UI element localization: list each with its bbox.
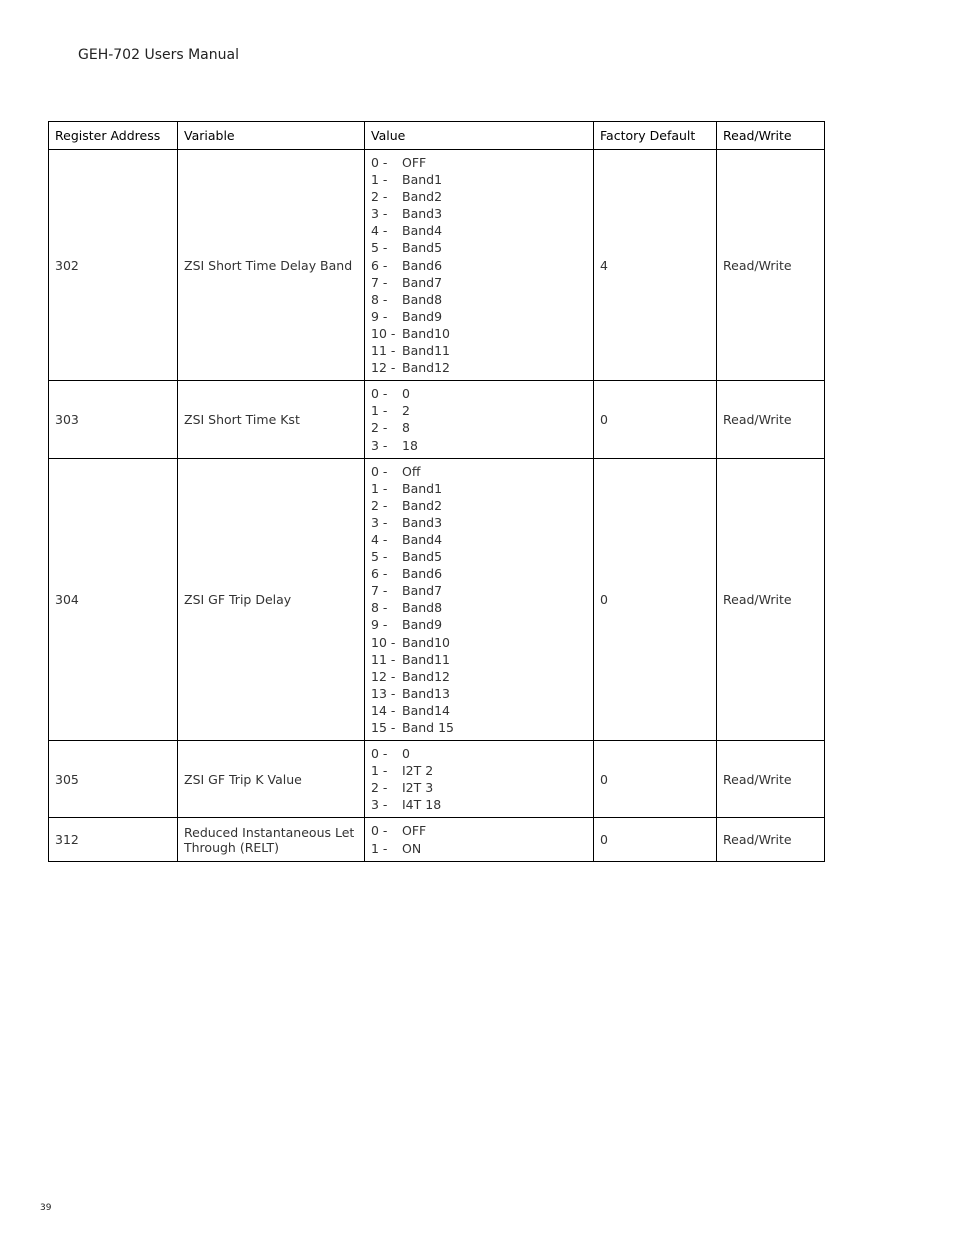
value-option-label: 0 <box>402 386 410 402</box>
value-option-code: 2 - <box>371 189 388 205</box>
factory-default-cell: 0 <box>594 741 717 818</box>
value-option-label: Band8 <box>402 291 443 307</box>
register-address-cell: 304 <box>49 458 178 741</box>
value-option <box>371 205 587 222</box>
value-option-code: 7 - <box>371 583 388 599</box>
value-option-label: Band10 <box>402 634 450 650</box>
value-option-code: 9 - <box>371 308 388 324</box>
value-option <box>371 634 587 651</box>
value-option-code: 1 - <box>371 403 388 419</box>
value-option <box>371 239 587 256</box>
value-option-code: 12 - <box>371 668 396 684</box>
value-option-label: Band13 <box>402 685 450 701</box>
value-option-code: 6 - <box>371 257 388 273</box>
value-option-code: 3 - <box>371 514 388 530</box>
register-table <box>48 121 825 862</box>
value-option-label: I2T 3 <box>402 780 434 796</box>
value-option <box>371 308 587 325</box>
table-row <box>49 741 825 818</box>
value-option <box>371 651 587 668</box>
value-option-code: 15 - <box>371 720 396 735</box>
read-write-cell: Read/Write <box>717 150 825 381</box>
value-option-label: Band4 <box>402 223 443 239</box>
value-option <box>371 419 587 436</box>
value-option-label: Band7 <box>402 274 443 290</box>
value-option-label: Band11 <box>402 343 450 359</box>
table-row <box>49 818 825 861</box>
value-option-label: Band5 <box>402 240 443 256</box>
table-body <box>49 150 825 862</box>
value-option <box>371 762 587 779</box>
value-cell <box>365 150 594 381</box>
table-row <box>49 150 825 381</box>
value-option <box>371 565 587 582</box>
read-write-cell: Read/Write <box>717 458 825 741</box>
value-option-label: Band12 <box>402 360 450 376</box>
value-option <box>371 531 587 548</box>
value-option-label: Band6 <box>402 257 443 273</box>
value-option-label: I4T 18 <box>402 797 442 813</box>
variable-cell: ZSI Short Time Delay Band <box>178 150 365 381</box>
value-option <box>371 480 587 497</box>
value-option-code: 5 - <box>371 549 388 565</box>
value-option-code: 5 - <box>371 240 388 256</box>
variable-cell: ZSI GF Trip K Value <box>178 741 365 818</box>
value-option-label: Band3 <box>402 206 443 222</box>
read-write-cell: Read/Write <box>717 381 825 458</box>
value-option-label: Band11 <box>402 651 450 667</box>
value-cell <box>365 381 594 458</box>
value-option <box>371 437 587 454</box>
value-option <box>371 779 587 796</box>
value-option-label: Band9 <box>402 617 443 633</box>
column-header-value: Value <box>365 122 594 150</box>
value-option-label: 8 <box>402 420 410 436</box>
register-address-cell: 302 <box>49 150 178 381</box>
value-option-label: Band9 <box>402 308 443 324</box>
value-option-code: 1 - <box>371 840 388 856</box>
value-option <box>371 599 587 616</box>
value-option-code: 0 - <box>371 155 388 170</box>
value-option-code: 11 - <box>371 651 396 667</box>
value-option-label: ON <box>402 840 422 856</box>
value-option-label: Band14 <box>402 702 450 718</box>
column-header-register-address: Register Address <box>49 122 178 150</box>
value-option-label: Band3 <box>402 514 443 530</box>
value-option-label: Band2 <box>402 189 443 205</box>
page-number: 39 <box>40 1203 52 1213</box>
value-option <box>371 154 587 171</box>
value-option-code: 4 - <box>371 531 388 547</box>
register-address-cell: 312 <box>49 818 178 861</box>
value-option-code: 8 - <box>371 291 388 307</box>
value-option-code: 10 - <box>371 325 396 341</box>
value-option-label: OFF <box>402 823 427 839</box>
value-option-label: Band 15 <box>402 720 454 735</box>
column-header-factory-default: Factory Default <box>594 122 717 150</box>
value-option <box>371 325 587 342</box>
factory-default-cell: 0 <box>594 458 717 741</box>
value-option <box>371 840 587 857</box>
value-option <box>371 822 587 839</box>
value-option-code: 12 - <box>371 360 396 376</box>
variable-cell: Reduced Instantaneous Let Through (RELT) <box>178 818 365 861</box>
value-option-code: 13 - <box>371 685 396 701</box>
register-address-cell: 305 <box>49 741 178 818</box>
value-option-code: 2 - <box>371 420 388 436</box>
value-option-label: I2T 2 <box>402 763 434 779</box>
value-option <box>371 719 587 736</box>
value-option-code: 2 - <box>371 780 388 796</box>
read-write-cell: Read/Write <box>717 818 825 861</box>
variable-cell: ZSI GF Trip Delay <box>178 458 365 741</box>
value-option <box>371 342 587 359</box>
value-option <box>371 274 587 291</box>
value-option-code: 11 - <box>371 343 396 359</box>
variable-cell: ZSI Short Time Kst <box>178 381 365 458</box>
factory-default-cell: 0 <box>594 381 717 458</box>
value-option-code: 0 - <box>371 823 388 839</box>
value-option <box>371 685 587 702</box>
value-option <box>371 171 587 188</box>
value-option <box>371 582 587 599</box>
value-option-code: 7 - <box>371 274 388 290</box>
value-option <box>371 291 587 308</box>
table-row <box>49 458 825 741</box>
value-cell <box>365 458 594 741</box>
value-option-code: 0 - <box>371 746 388 762</box>
value-option-code: 1 - <box>371 763 388 779</box>
value-option <box>371 745 587 762</box>
value-option-label: Band6 <box>402 566 443 582</box>
value-option <box>371 359 587 376</box>
value-option-label: Band8 <box>402 600 443 616</box>
table-row <box>49 381 825 458</box>
value-option-code: 1 - <box>371 480 388 496</box>
value-option-code: 4 - <box>371 223 388 239</box>
value-option-code: 8 - <box>371 600 388 616</box>
value-option-label: Band4 <box>402 531 443 547</box>
value-option <box>371 668 587 685</box>
value-option-label: Band2 <box>402 497 443 513</box>
value-option <box>371 548 587 565</box>
read-write-cell: Read/Write <box>717 741 825 818</box>
value-option <box>371 702 587 719</box>
value-option <box>371 796 587 813</box>
value-option <box>371 385 587 402</box>
value-option-code: 3 - <box>371 206 388 222</box>
value-option <box>371 188 587 205</box>
value-option-code: 0 - <box>371 386 388 402</box>
value-option-label: Off <box>402 463 421 479</box>
column-header-read-write: Read/Write <box>717 122 825 150</box>
value-option-label: OFF <box>402 155 427 170</box>
value-option-label: Band1 <box>402 172 443 188</box>
value-option-label: Band12 <box>402 668 450 684</box>
value-option-code: 2 - <box>371 497 388 513</box>
value-option <box>371 497 587 514</box>
value-option-label: 18 <box>402 437 418 453</box>
value-cell <box>365 741 594 818</box>
value-option-code: 10 - <box>371 634 396 650</box>
factory-default-cell: 4 <box>594 150 717 381</box>
value-option-code: 1 - <box>371 172 388 188</box>
value-option <box>371 616 587 633</box>
factory-default-cell: 0 <box>594 818 717 861</box>
value-option <box>371 402 587 419</box>
value-option-code: 3 - <box>371 797 388 813</box>
value-option-label: Band10 <box>402 325 450 341</box>
value-option-code: 6 - <box>371 566 388 582</box>
column-header-variable: Variable <box>178 122 365 150</box>
document-header-title: GEH-702 Users Manual <box>78 47 239 63</box>
value-option-code: 14 - <box>371 702 396 718</box>
value-option <box>371 222 587 239</box>
value-option <box>371 463 587 480</box>
value-option <box>371 514 587 531</box>
value-cell <box>365 818 594 861</box>
table-header-row <box>49 122 825 150</box>
register-address-cell: 303 <box>49 381 178 458</box>
value-option <box>371 257 587 274</box>
value-option-label: Band5 <box>402 549 443 565</box>
value-option-code: 0 - <box>371 463 388 479</box>
value-option-code: 9 - <box>371 617 388 633</box>
value-option-label: 0 <box>402 746 410 762</box>
value-option-label: Band1 <box>402 480 443 496</box>
value-option-code: 3 - <box>371 437 388 453</box>
value-option-label: Band7 <box>402 583 443 599</box>
value-option-label: 2 <box>402 403 410 419</box>
